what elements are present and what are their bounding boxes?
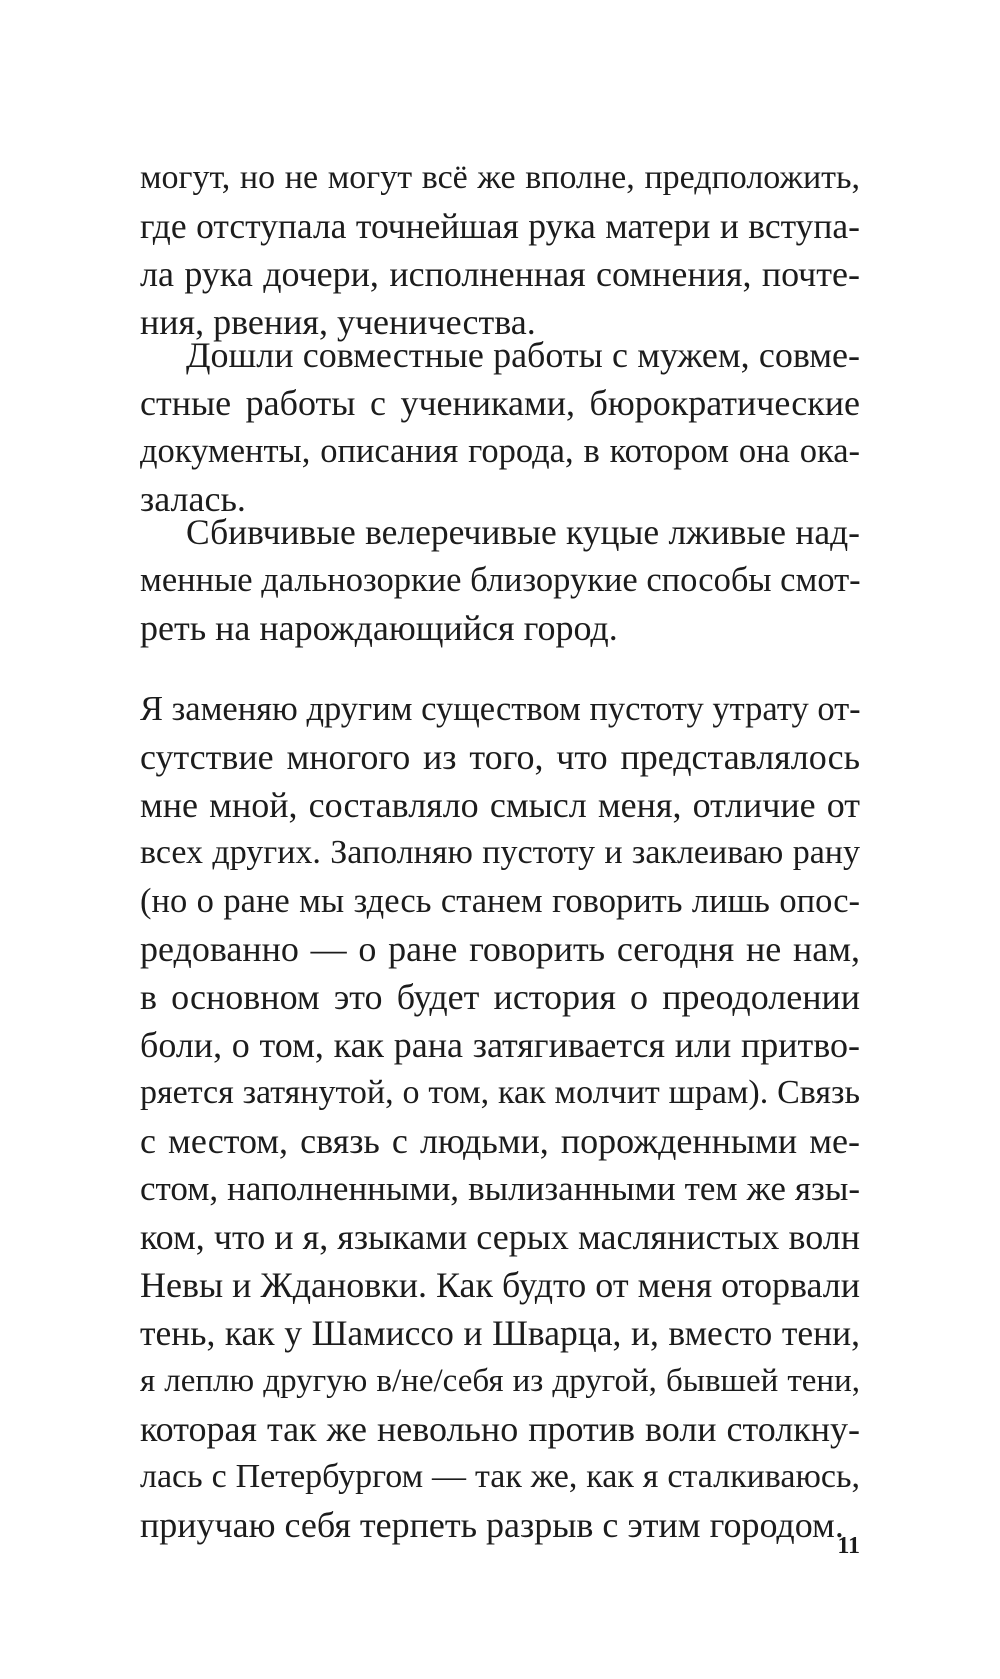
text-line: боли, о том, как рана затягивается или притво- <box>140 1025 860 1065</box>
text-line: ла рука дочери, исполненная сомнения, почте- <box>140 254 860 294</box>
text-line: ряется затянутой, о том, как молчит шрам). Связь <box>140 1074 860 1111</box>
paragraph-continuation <box>140 154 860 346</box>
text-line: с местом, связь с людьми, порожденными ме- <box>140 1121 860 1161</box>
text-line: ния, рвения, ученичества. <box>140 302 536 342</box>
text-line: Сбивчивые велеречивые куцые лживые над- <box>186 512 860 552</box>
text-line: в основном это будет история о преодолении <box>140 977 860 1017</box>
text-line: лась с Петербургом — так же, как я сталкиваюсь, <box>140 1458 860 1495</box>
text-line: я леплю другую в/не/себя из другой, бывшей тени, <box>140 1363 860 1399</box>
text-line: стные работы с учениками, бюрократические <box>140 383 860 423</box>
text-line: ком, что и я, языками серых маслянистых волн <box>140 1217 860 1257</box>
paragraph-ways-of-seeing <box>140 508 860 652</box>
text-line: стом, наполненными, вылизанными тем же язы- <box>140 1169 860 1208</box>
text-line: приучаю себя терпеть разрыв с этим городом. <box>140 1505 844 1545</box>
text-line: менные дальнозоркие близорукие способы смот- <box>140 561 861 599</box>
paragraph-joint-works <box>140 331 860 523</box>
text-line: сутствие многого из того, что представлялось <box>140 737 860 777</box>
text-line: редованно — о ране говорить сегодня не нам, <box>140 929 860 969</box>
text-line: Я заменяю другим существом пустоту утрату от- <box>140 690 861 728</box>
page-number: 11 <box>837 1533 860 1559</box>
text-line: всех других. Заполняю пустоту и заклеиваю рану <box>140 834 860 871</box>
text-line: мне мной, составляло смысл меня, отличие от <box>140 785 860 825</box>
text-line: залась. <box>140 479 246 519</box>
text-line: документы, описания города, в котором она ока- <box>140 432 860 470</box>
paragraph-emptiness <box>140 685 860 1549</box>
text-line: могут, но не могут всё же вполне, предположить, <box>140 159 860 196</box>
text-line: реть на нарождающийся город. <box>140 608 618 648</box>
text-line: которая так же невольно против воли столкну- <box>140 1409 860 1449</box>
text-line: (но о ране мы здесь станем говорить лишь опос- <box>140 882 860 920</box>
text-line: тень, как у Шамиссо и Шварца, и, вместо тени, <box>140 1313 860 1353</box>
text-line: Невы и Ждановки. Как будто от меня оторвали <box>140 1265 860 1305</box>
text-line: Дошли совместные работы с мужем, совме- <box>186 335 860 375</box>
text-line: где отступала точнейшая рука матери и вступа- <box>140 206 860 246</box>
